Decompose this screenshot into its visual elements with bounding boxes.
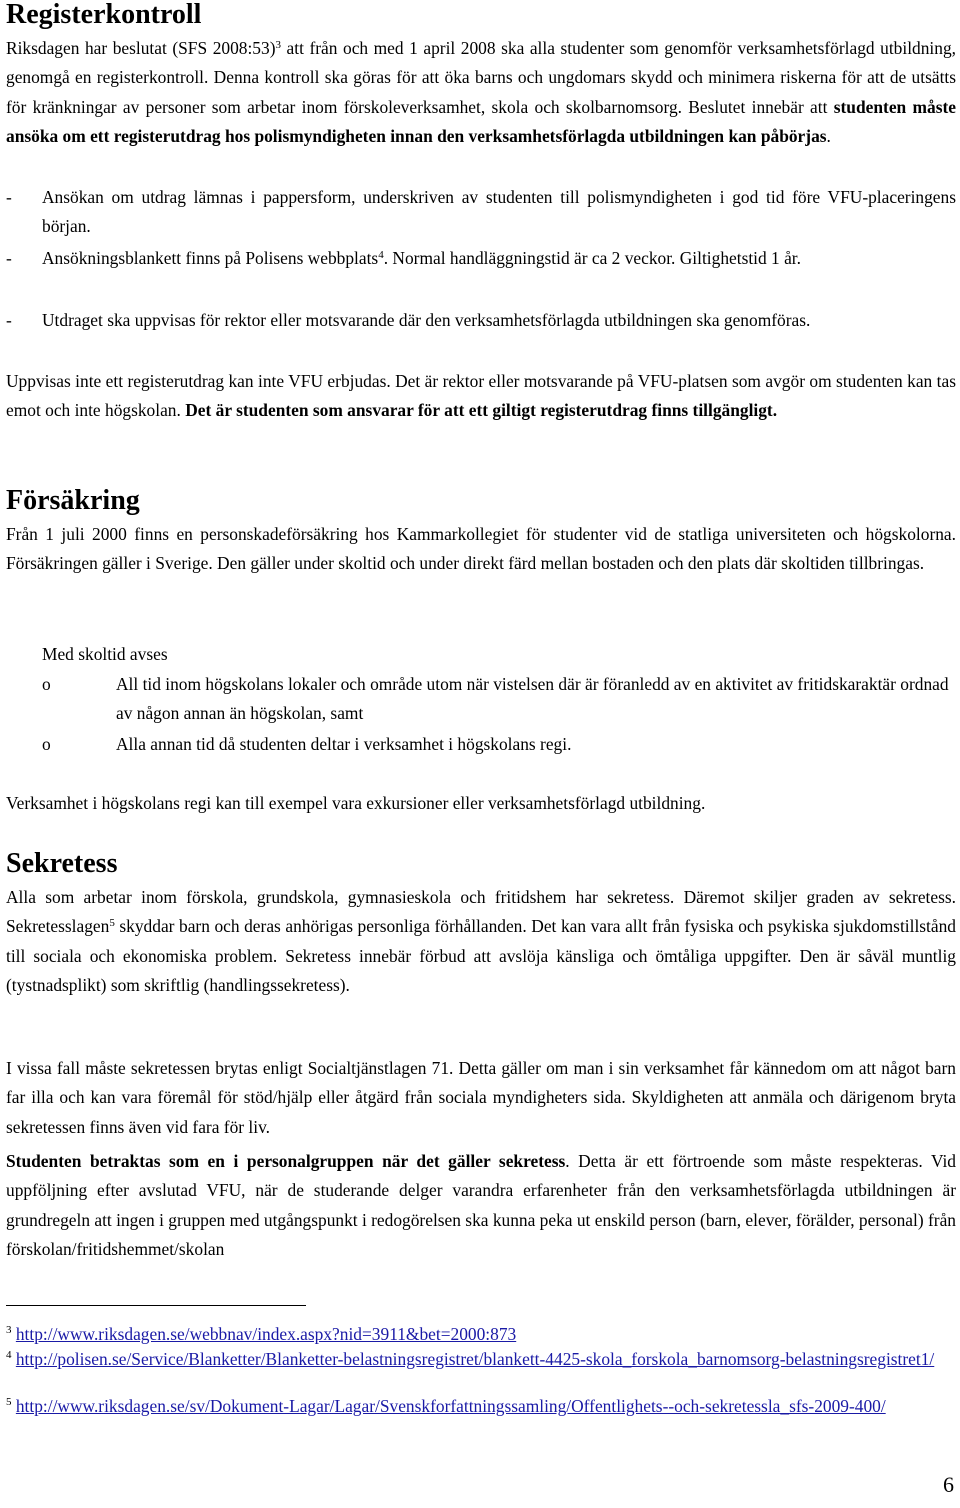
- forsakring-note: Verksamhet i högskolans regi kan till exempel vara exkursioner eller verksamhetsförlagd utbildning.: [6, 793, 706, 813]
- list-item: [42, 730, 956, 759]
- footnote-separator: [6, 1305, 306, 1306]
- footnote-number: 3: [6, 1324, 12, 1336]
- footnote: [6, 1394, 906, 1418]
- footnote: [6, 1347, 956, 1371]
- footnote-number: 5: [6, 1396, 12, 1408]
- list-item-text: [42, 244, 956, 273]
- footnote: [6, 1322, 956, 1346]
- footnote-number: 4: [6, 1349, 12, 1361]
- skoltid-subheading: Med skoltid avses: [42, 644, 168, 664]
- registerkontroll-intro: [6, 34, 956, 152]
- intro-text-a: Riksdagen har beslutat (SFS 2008:53): [6, 38, 276, 58]
- footnote-link[interactable]: http://www.riksdagen.se/webbnav/index.aspx?nid=3911&bet=2000:873: [15, 1324, 517, 1344]
- list-item-text-b: . Normal handläggningstid är ca 2 veckor. Giltighetstid 1 år.: [383, 248, 801, 268]
- bullet-marker: o: [42, 734, 51, 754]
- p3-bold: Studenten betraktas som en i personalgruppen när det gäller sekretess: [6, 1151, 566, 1171]
- registerkontroll-closing: [6, 367, 956, 426]
- page-number: 6: [943, 1472, 954, 1497]
- footnote-ref-3: 3: [275, 39, 281, 51]
- dash-marker: -: [6, 248, 12, 268]
- footnote-link[interactable]: http://polisen.se/Service/Blanketter/Blanketter-belastningsregistret/blankett-4425-skola_forskola_barnomsorg-belastningsregistret1/: [15, 1349, 935, 1369]
- section-heading-sekretess: Sekretess: [6, 848, 118, 879]
- list-item: [42, 670, 956, 729]
- sekretess-paragraph-2: I vissa fall måste sekretessen brytas enligt Socialtjänstlagen 71. Detta gäller om man i sin verksamhet får kännedom om att något barn far illa och kan vara föremål för stöd/hjälp eller åtgärd från sociala myndigheters sida. Skyldigheten att anmäla och därigenom bryta sekretessen finns även vid fara för liv.: [6, 1058, 956, 1137]
- closing-text: Uppvisas inte ett registerutdrag kan inte VFU erbjudas. Det är rektor eller motsvarande på VFU-platsen som avgör om studenten kan tas emot och inte högskolan.: [6, 371, 956, 421]
- intro-text-b: att från och med 1 april 2008 ska alla studenter som genomför verksamhetsförlagd utbildning, genomgå en registerkontroll. Denna kontroll ska göras för att öka barns och ungdomars skydd och minimera riskerna för att de utsätts för kränkningar av personer som arbetar inom förskoleverksamhet, skola och skolbarnomsorg. Beslutet innebär att: [6, 38, 956, 117]
- list-item: [6, 244, 956, 273]
- footnote-link[interactable]: http://www.riksdagen.se/sv/Dokument-Lagar/Lagar/Svenskforfattningssamling/Offentlighets--och-sekretessla_sfs-2009-400/: [15, 1396, 886, 1416]
- dash-marker: -: [6, 310, 12, 330]
- list-item-text: Alla annan tid då studenten deltar i verksamhet i högskolans regi.: [116, 734, 572, 754]
- dash-marker: -: [6, 187, 12, 207]
- sekretess-paragraph-3: [6, 1147, 956, 1265]
- bullet-marker: o: [42, 674, 51, 694]
- p1-text-a: Alla som arbetar inom förskola, grundskola, gymnasieskola och fritidshem har sekretess. Däremot skiljer graden av sekretess. Sekretesslagen: [6, 887, 956, 937]
- sekretess-paragraph-1: [6, 883, 956, 1001]
- closing-bold: Det är studenten som ansvarar för att ett giltigt registerutdrag finns tillgängligt.: [185, 400, 778, 421]
- list-item-text: Utdraget ska uppvisas för rektor eller motsvarande där den verksamhetsförlagda utbildningen ska genomföras.: [42, 310, 811, 330]
- footnote-ref-5: 5: [109, 917, 115, 930]
- footnote-ref-4: 4: [378, 249, 384, 261]
- intro-end: .: [826, 126, 831, 147]
- intro-bold-requirement: studenten måste ansöka om ett registerutdrag hos polismyndigheten innan den verksamhetsförlagda utbildningen kan påbörjas: [6, 96, 956, 147]
- section-heading-forsakring: Försäkring: [6, 485, 140, 516]
- list-item-text: All tid inom högskolans lokaler och område utom när vistelsen där är föranledd av en aktivitet av fritidskaraktär ordnad av någon annan än högskolan, samt: [116, 674, 949, 724]
- list-item-text: Ansökan om utdrag lämnas i pappersform, underskriven av studenten till polismyndigheten i god tid före VFU-placeringens början.: [42, 187, 956, 237]
- section-heading-registerkontroll: Registerkontroll: [6, 0, 202, 30]
- list-item: [6, 306, 956, 335]
- p1-text-b: skyddar barn och deras anhörigas personliga förhållanden. Det kan vara allt från fysiska och psykiska sjukdomstillstånd till sociala och ekonomiska problem. Sekretess innebär förbud att avslöja känsliga och ömtåliga uppgifter. Den är såväl muntlig (tystnadsplikt) som skriftlig (handlingssekretess).: [6, 916, 956, 996]
- forsakring-body: Från 1 juli 2000 finns en personskadeförsäkring hos Kammarkollegiet för studenter vid de statliga universiteten och högskolorna. Försäkringen gäller i Sverige. Den gäller under skoltid och under direkt färd mellan bostaden och den plats där skoltiden tillbringas.: [6, 524, 956, 574]
- list-item-text-a: Ansökningsblankett finns på Polisens webbplats: [42, 248, 379, 268]
- p3-text: . Detta är ett förtroende som måste respekteras. Vid uppföljning efter avslutad VFU, när de studerande delger varandra erfarenheter från den verksamhetsförlagda utbildningen är grundregeln att ingen i gruppen med utgångspunkt i redogörelsen ska kunna peka ut enskild person (barn, elever, förälder, personal) från förskolan/fritidshemmet/skolan: [6, 1151, 956, 1260]
- list-item: [6, 183, 956, 242]
